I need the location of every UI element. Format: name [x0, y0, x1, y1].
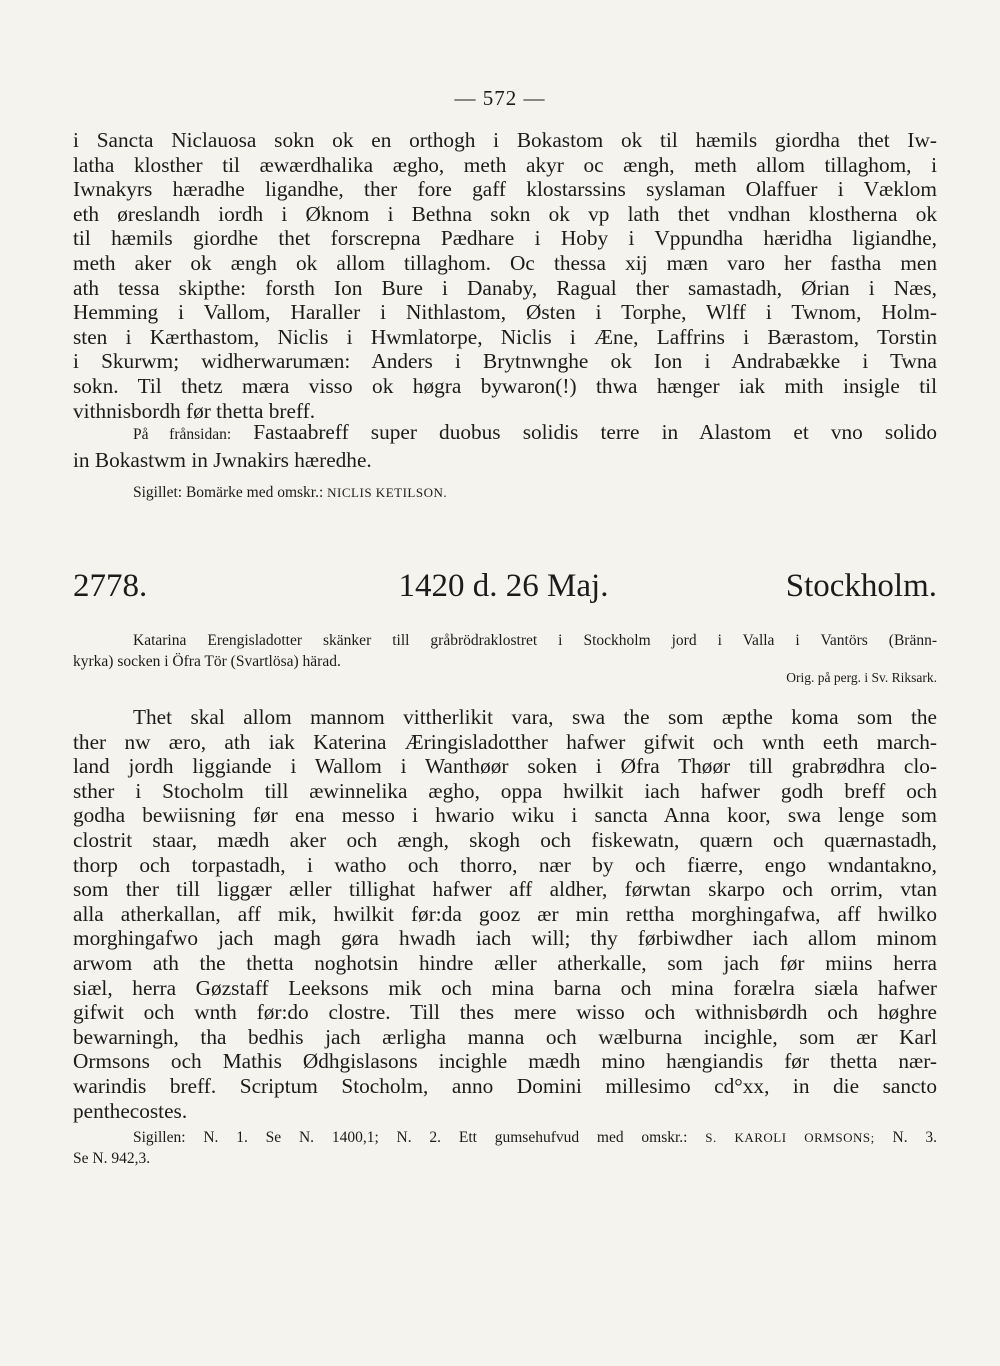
continuation-line-2: latha klosther til æwærdhalika ægho, meth akyr oc ængh, meth allom tillaghom, i [73, 152, 937, 177]
continuation-line-11: sokn. Til thetz mæra visso ok høgra bywaron(!) thwa hænger iak mith insigle til [73, 373, 937, 398]
document-line-17: penthecostes. [73, 1098, 188, 1123]
continuation-text [73, 128, 937, 423]
seals-note [73, 1127, 937, 1169]
summary-line-2: kyrka) socken i Öfra Tör (Svartlösa) härad. [73, 653, 341, 670]
document-heading [73, 568, 937, 605]
document-line-6: clostrit staar, mædh aker och ængh, skogh och fiskewatn, quærn och quærnastadh, [73, 827, 937, 852]
document-line-15: Ormsons och Mathis Ødhgislasons incighle mædh mino hængiandis før thetta nær- [73, 1049, 937, 1074]
continuation-line-5: til hæmils giordhe thet forscrepna Pædhare i Hoby i Vppundha hæridha ligiandhe, [73, 226, 937, 251]
seals-label: Sigillen: [133, 1129, 186, 1146]
document-line-10: morghingafwo jach magh gøra hwadh iach will; thy førbiwdher iach allom minom [73, 926, 937, 951]
continuation-line-9: sten i Kærthastom, Niclis i Hwmlatorpe, Niclis i Æne, Laffrins i Bærastom, Torstin [73, 324, 937, 349]
document-date: 1420 d. 26 Maj. [398, 568, 609, 604]
continuation-line-6: meth aker ok ængh ok allom tillaghom. Oc thessa xij mæn varo her fastha men [73, 250, 937, 275]
document-line-12: siæl, herra Gøzstaff Leeksons mik och mina barna och mina forælra siæla hafwer [73, 975, 937, 1000]
seals-name: S. KAROLI ORMSONS; [705, 1130, 875, 1145]
seals-part-1: N. 1. Se N. 1400,1; N. 2. Ett gumsehufvud med omskr.: [203, 1129, 688, 1146]
document-line-11: arwom ath the thetta noghotsin hindre æller atherkalle, som jach før miins herra [73, 950, 937, 975]
document-summary [73, 630, 937, 672]
continuation-line-7: ath tessa skipthe: forsth Ion Bure i Danaby, Ragual ther samastadh, Ørian i Næs, [73, 275, 937, 300]
continuation-line-3: Iwnakyrs hæradhe ligandhe, ther fore gaff klostarssins syslaman Olaffuer i Væklom [73, 177, 937, 202]
seals-part-2: N. 3. [892, 1129, 938, 1146]
continuation-paragraph [73, 128, 937, 423]
continuation-line-12: vithnisbordh før thetta breff. [73, 398, 316, 423]
summary-line-1: Katarina Erengisladotter skänker till gråbrödraklostret i Stockholm jord i Valla i Vantörs (Bränn- [133, 632, 937, 649]
document-paragraph [73, 705, 937, 1123]
document-line-16: warindis breff. Scriptum Stocholm, anno Domini millesimo cd°xx, in die sancto [73, 1073, 937, 1098]
seals-line-2: Se N. 942,3. [73, 1150, 151, 1167]
document-line-14: bewarningh, tha bedhis jach ærligha manna och wælburna incighle, som ær Karl [73, 1024, 937, 1049]
document-place: Stockholm. [785, 568, 937, 604]
document-line-1: Thet skal allom mannom vittherlikit vara, swa the som æpthe koma som the [133, 705, 937, 729]
document-line-3: land jordh liggiande i Wallom i Wanthøør soken i Øfra Thøør till grabrødhra clo- [73, 754, 937, 779]
continuation-line-1: i Sancta Niclauosa sokn ok en orthogh i Bokastom ok til hæmils giordha thet Iw- [73, 128, 937, 152]
document-line-5: godha bewiisning før ena messo i hwario wiku i sancta Anna koor, swa lenge som [73, 803, 937, 828]
page-number: — 572 — [454, 86, 546, 110]
reverse-note-label: På frånsidan: [133, 426, 232, 443]
seal-note [73, 482, 937, 503]
document-line-9: alla atherkallan, aff mik, hwilkit før:da gooz ær min rettha morghingafwa, aff hwilko [73, 901, 937, 926]
reverse-note [73, 420, 937, 472]
document-line-7: thorp och torpastadh, i watho och thorro, nær by och fiærre, engo wndantakno, [73, 852, 937, 877]
document-line-8: som ther till liggær æller tillighat hafwer aff aldher, førwtan skarpo och orrim, vtan [73, 877, 937, 902]
continuation-line-10: i Skurwm; widherwarumæn: Anders i Brytnwnghe ok Ion i Andrabække i Twna [73, 349, 937, 374]
continuation-line-4: eth øreslandh iordh i Øknom i Bethna sokn ok vp lath thet vndhan klostherna ok [73, 201, 937, 226]
source-reference: Orig. på perg. i Sv. Riksark. [786, 670, 937, 685]
reverse-note-line-1: Fastaabreff super duobus solidis terre in Alastom et vno solido [253, 420, 937, 444]
seal-note-name: NICLIS KETILSON. [327, 485, 448, 500]
seal-note-label: Sigillet: Bomärke med omskr.: [133, 484, 324, 501]
document-text [73, 705, 937, 1123]
reverse-note-line-2: in Bokastwm in Jwnakirs hæredhe. [73, 447, 372, 472]
document-number: 2778. [73, 568, 148, 604]
continuation-line-8: Hemming i Vallom, Haraller i Nithlastom, Østen i Torphe, Wlff i Twnom, Holm- [73, 300, 937, 325]
document-line-2: ther nw æro, ath iak Katerina Æringisladotther hafwer gifwit och wnth eeth march- [73, 729, 937, 754]
document-line-13: gifwit och wnth før:do clostre. Till thes mere wisso och withnisbørdh och høghre [73, 1000, 937, 1025]
document-line-4: sther i Stocholm till æwinnelika ægho, oppa hwilkit iach hafwer godh breff och [73, 778, 937, 803]
